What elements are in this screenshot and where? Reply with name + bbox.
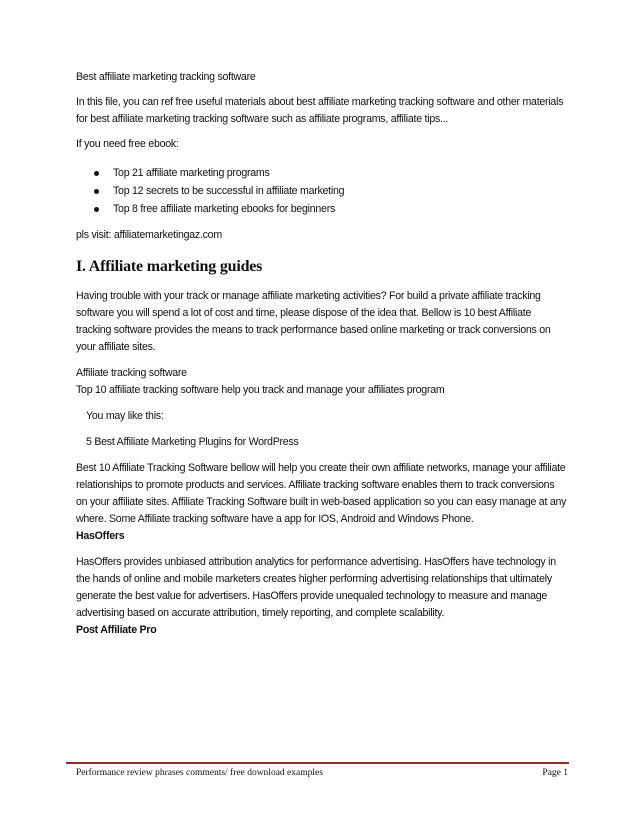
plugins-link[interactable]: 5 Best Affiliate Marketing Plugins for WordPress — [86, 436, 299, 448]
section-heading: I. Affiliate marketing guides — [76, 258, 263, 275]
intro-paragraph: In this file, you can ref free useful materials about best affiliate marketing tracking software and other materials for best affiliate marketing tracking software such as affiliate programs, affiliate tips... — [76, 96, 564, 125]
you-may-like-label: You may like this: — [86, 410, 164, 422]
ebook-label: If you need free ebook: — [76, 138, 179, 150]
list-item: Top 21 affiliate marketing programs — [76, 164, 568, 182]
page-number: Page 1 — [542, 768, 568, 778]
tracking-label: Affiliate tracking software — [76, 367, 187, 379]
document-title: Best affiliate marketing tracking software — [76, 71, 256, 83]
visit-line: pls visit: affiliatemarketingaz.com — [76, 229, 222, 241]
footer-title: Performance review phrases comments/ free download examples — [76, 768, 323, 778]
page-content — [76, 69, 568, 639]
list-item: Top 8 free affiliate marketing ebooks for beginners — [76, 200, 568, 218]
software-paragraph: Best 10 Affiliate Tracking Software bellow will help you create their own affiliate networks, manage your affiliate relationships to promote products and services. Affiliate tracking software enables them to track conversions on your affiliate sites. Affiliate Tracking Software built in web-based application so you can easy manage at any where. Some Affiliate tracking software have a app for IOS, Android and Windows Phone. — [76, 462, 567, 525]
tracking-line: Top 10 affiliate tracking software help you track and manage your affiliates program — [76, 384, 445, 396]
hasoffers-paragraph: HasOffers provides unbiased attribution analytics for performance advertising. HasOffers have technology in the hands of online and mobile marketers creates higher performing advertising relationships that ultimately generate the best value for advertisers. HasOffers provide unequaled technology to measure and manage advertising based on accurate attribution, timely reporting, and complete scalability. — [76, 556, 556, 619]
post-affiliate-pro-heading: Post Affiliate Pro — [76, 624, 157, 636]
list-item: Top 12 secrets to be successful in affiliate marketing — [76, 182, 568, 200]
guide-paragraph: Having trouble with your track or manage affiliate marketing activities? For build a private affiliate tracking software you will spend a lot of cost and time, please dispose of the idea that. Bellow is 10 best Affiliate tracking software provides the means to track performance based online marketing or track conversions on your affiliate sites. — [76, 290, 551, 353]
hasoffers-heading: HasOffers — [76, 530, 125, 542]
footer-divider — [66, 762, 569, 764]
ebook-list — [76, 164, 568, 218]
